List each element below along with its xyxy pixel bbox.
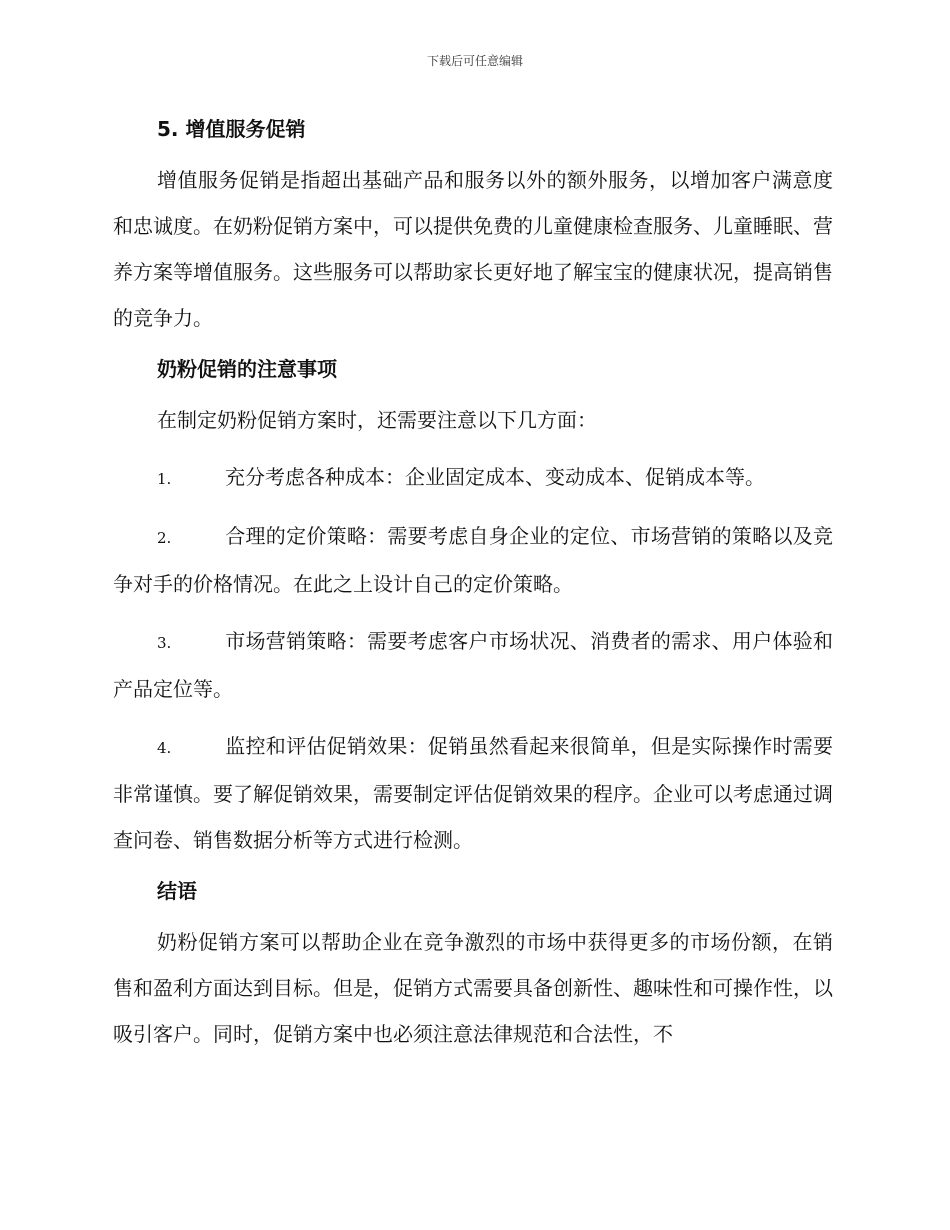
list-item-text: 合理的定价策略：需要考虑自身企业的定位、市场营销的策略以及竞争对手的价格情况。在此之上设计自己的定价策略。 (113, 524, 833, 596)
list-item-text: 市场营销策略：需要考虑客户市场状况、消费者的需求、用户体验和产品定位等。 (113, 629, 833, 701)
list-item-number: 1. (157, 470, 172, 488)
document-body (113, 112, 833, 1057)
page-header: 下载后可任意编辑 (426, 54, 523, 68)
list-item-number: 2. (157, 529, 172, 547)
list-item (113, 513, 833, 607)
list-item (113, 618, 833, 712)
list-item-text: 充分考虑各种成本：企业固定成本、变动成本、促销成本等。 (225, 465, 765, 489)
paragraph-value-added-service: 增值服务促销是指超出基础产品和服务以外的额外服务，以增加客户满意度和忠诚度。在奶粉促销方案中，可以提供免费的儿童健康检查服务、儿童睡眠、营养方案等增值服务。这些服务可以帮助家长更好地了解宝宝的健康状况，提高销售的竞争力。 (113, 168, 833, 330)
paragraph-notes-intro: 在制定奶粉促销方案时，还需要注意以下几方面： (157, 408, 597, 432)
paragraph-conclusion: 奶粉促销方案可以帮助企业在竞争激烈的市场中获得更多的市场份额，在销售和盈利方面达到目标。但是，促销方式需要具备创新性、趣味性和可操作性，以吸引客户。同时，促销方案中也必须注意法律规范和合法性，不 (113, 930, 833, 1046)
list-item (113, 454, 833, 502)
section-heading-value-added-service: 5. 增值服务促销 (157, 117, 306, 141)
list-item-number: 3. (157, 634, 172, 652)
section-heading-conclusion: 结语 (157, 879, 197, 903)
section-heading-notes: 奶粉促销的注意事项 (157, 357, 337, 381)
list-item-number: 4. (157, 739, 172, 757)
list-item-text: 监控和评估促销效果：促销虽然看起来很简单，但是实际操作时需要非常谨慎。要了解促销效果，需要制定评估促销效果的程序。企业可以考虑通过调查问卷、销售数据分析等方式进行检测。 (113, 734, 833, 852)
list-item (113, 723, 833, 863)
